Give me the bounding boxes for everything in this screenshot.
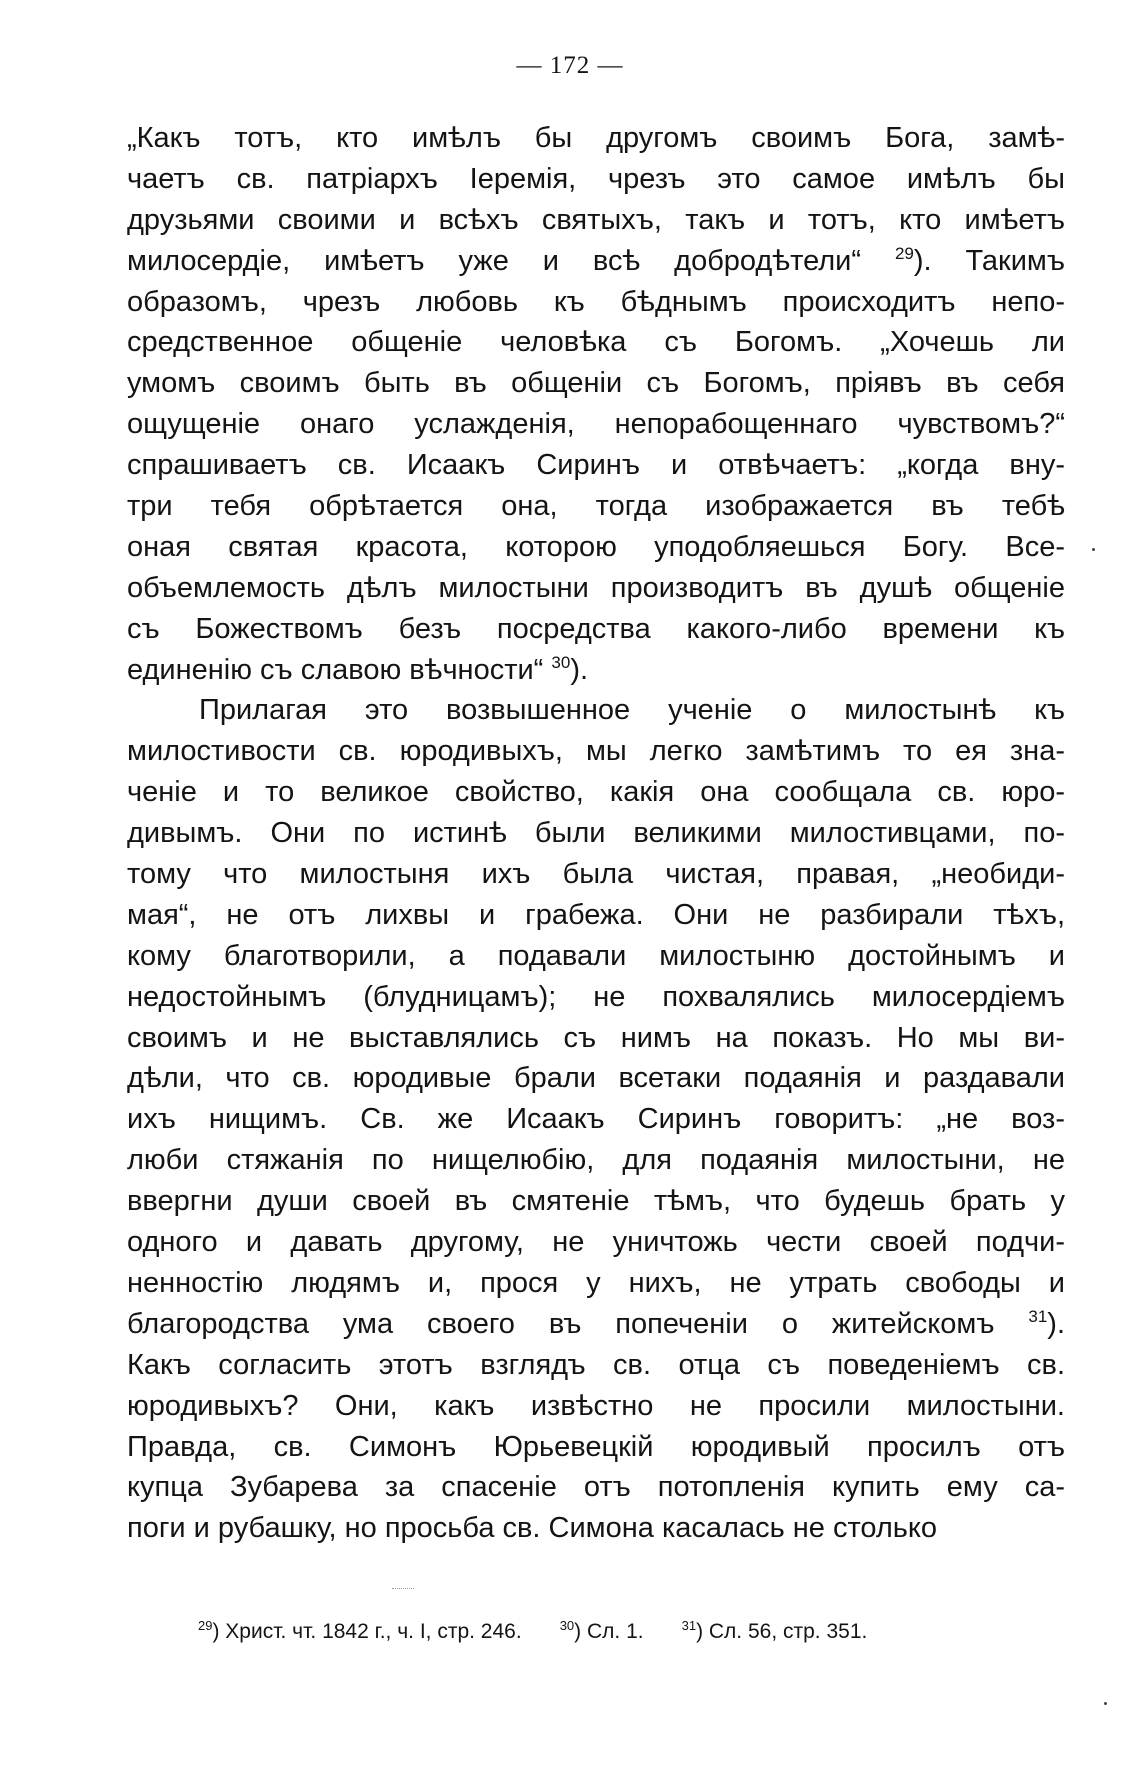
line-text: объемлемость дѣлъ милостыни производитъ въ душѣ общеніе: [127, 571, 1065, 604]
line-text: ненностію людямъ и, прося у нихъ, не утрать свободы и: [127, 1266, 1065, 1299]
line-text: ощущеніе онаго услажденія, непорабощеннаго чувствомъ?“: [127, 408, 1065, 441]
page-number: — 172 —: [516, 52, 624, 79]
text-line: [127, 200, 1065, 241]
text-line: [127, 527, 1065, 568]
text-line: [127, 1304, 1065, 1345]
footnote-reference: 29: [894, 243, 914, 263]
line-text: средственное общеніе человѣка съ Богомъ. „Хочешь ли: [127, 326, 1065, 359]
text-line: [127, 486, 1065, 527]
text-line: [127, 731, 1065, 772]
line-text: тому что милостыня ихъ была чистая, правая, „необиди-: [127, 858, 1065, 891]
text-line: [127, 1181, 1065, 1222]
line-text: одного и давать другому, не уничтожь чести своей подчи-: [127, 1226, 1065, 1259]
line-text-after: ).: [1047, 1307, 1066, 1340]
line-text: купца Зубарева за спасеніе отъ потопленія купить ему са-: [127, 1471, 1065, 1504]
line-text: милостивости св. юродивыхъ, мы легко замѣтимъ то ея зна-: [127, 735, 1065, 768]
text-line: [127, 241, 1065, 282]
line-text: ввергни души своей въ смятеніе тѣмъ, что будешь брать у: [127, 1185, 1065, 1218]
print-smudge: [392, 1588, 414, 1591]
footnote: [560, 1620, 644, 1644]
line-text: Правда, св. Симонъ Юрьевецкій юродивый просилъ отъ: [127, 1430, 1065, 1463]
line-text: мая“, не отъ лихвы и грабежа. Они не разбирали тѣхъ,: [127, 898, 1065, 931]
line-text: милосердіе, имѣетъ уже и всѣ добродѣтели“: [127, 244, 862, 277]
text-line: [127, 159, 1065, 200]
text-line: [127, 1427, 1065, 1468]
line-text: спрашиваетъ св. Исаакъ Сиринъ и отвѣчаетъ: „когда вну-: [127, 449, 1065, 482]
text-line: [127, 977, 1065, 1018]
footnote-text: ) Сл. 56, стр. 351.: [696, 1620, 868, 1643]
text-line: [127, 568, 1065, 609]
text-line: [127, 1018, 1065, 1059]
text-line: [127, 895, 1065, 936]
footnote: [682, 1620, 868, 1644]
text-line: [127, 1345, 1065, 1386]
line-text: своимъ и не выставлялись съ нимъ на показъ. Но мы ви-: [127, 1021, 1065, 1054]
line-text: умомъ своимъ быть въ общеніи съ Богомъ, пріявъ въ себя: [127, 367, 1065, 400]
line-text: кому благотворили, а подавали милостыню достойнымъ и: [127, 939, 1065, 972]
text-line: [127, 1508, 1065, 1549]
footnote: [198, 1620, 522, 1644]
paragraph-1: [127, 118, 1065, 690]
text-line: [127, 1099, 1065, 1140]
text-line: [127, 1058, 1065, 1099]
line-text-after: ).: [570, 653, 589, 686]
footnotes: [198, 1620, 1058, 1644]
line-text: съ Божествомъ безъ посредства какого-либо времени къ: [127, 612, 1065, 645]
text-line: [127, 609, 1065, 650]
text-line: [127, 445, 1065, 486]
footnote-reference: 30: [551, 652, 571, 672]
text-line: [127, 282, 1065, 323]
line-text: благородства ума своего въ попеченіи о житейскомъ: [127, 1307, 995, 1340]
text-line: [127, 1140, 1065, 1181]
line-text: образомъ, чрезъ любовь къ бѣднымъ происходитъ непо-: [127, 285, 1065, 318]
text-line: [127, 118, 1065, 159]
paragraph-2: [127, 690, 1065, 1549]
line-text: ихъ нищимъ. Св. же Исаакъ Сиринъ говоритъ: „не воз-: [127, 1103, 1065, 1136]
line-text: недостойнымъ (блудницамъ); не похвалялись милосердіемъ: [127, 980, 1065, 1013]
text-line: [127, 404, 1065, 445]
line-text: единенію съ славою вѣчности“: [127, 653, 544, 686]
text-line: [127, 690, 1065, 731]
footnote-number: 29: [198, 1618, 213, 1633]
text-line: [127, 936, 1065, 977]
footnote-reference: 31: [1028, 1306, 1048, 1326]
text-line: [127, 854, 1065, 895]
line-text: чаетъ св. патріархъ Іеремія, чрезъ это самое имѣлъ бы: [127, 162, 1065, 195]
line-text: люби стяжанія по нищелюбію, для подаянія милостыни, не: [127, 1144, 1065, 1177]
line-text: дивымъ. Они по истинѣ были великими милостивцами, по-: [127, 817, 1065, 850]
line-text: дѣли, что св. юродивые брали всетаки подаянія и раздавали: [127, 1062, 1065, 1095]
text-line: [127, 650, 1065, 691]
line-text: три тебя обрѣтается она, тогда изображается въ тебѣ: [127, 490, 1065, 523]
text-line: [127, 1386, 1065, 1427]
margin-speck: [1104, 1702, 1107, 1705]
line-text-after: ). Такимъ: [913, 244, 1065, 277]
text-line: [127, 322, 1065, 363]
line-text: оная святая красота, которою уподобляешься Богу. Все-: [127, 530, 1065, 563]
text-line: [127, 363, 1065, 404]
line-text: поги и рубашку, но просьба св. Симона касалась не столько: [127, 1512, 938, 1545]
line-text: Какъ согласить этотъ взглядъ св. отца съ поведеніемъ св.: [127, 1348, 1065, 1381]
text-line: [127, 813, 1065, 854]
text-line: [127, 1263, 1065, 1304]
line-text: „Какъ тотъ, кто имѣлъ бы другомъ своимъ Бога, замѣ-: [127, 122, 1065, 154]
line-text: друзьями своими и всѣхъ святыхъ, такъ и тотъ, кто имѣетъ: [127, 203, 1065, 236]
text-line: [127, 772, 1065, 813]
line-text: Прилагая это возвышенное ученіе о милостынѣ къ: [199, 694, 1065, 727]
text-line: [127, 1467, 1065, 1508]
text-line: [127, 1222, 1065, 1263]
line-text: ченіе и то великое свойство, какія она сообщала св. юро-: [127, 776, 1065, 809]
footnote-text: ) Христ. чт. 1842 г., ч. I, стр. 246.: [212, 1620, 522, 1643]
margin-speck: [1092, 548, 1095, 551]
footnote-number: 31: [681, 1618, 697, 1633]
line-text: юродивыхъ? Они, какъ извѣстно не просили милостыни.: [127, 1389, 1065, 1422]
body-text: [127, 118, 1065, 1549]
footnote-number: 30: [559, 1618, 575, 1633]
footnote-text: ) Сл. 1.: [574, 1620, 644, 1643]
